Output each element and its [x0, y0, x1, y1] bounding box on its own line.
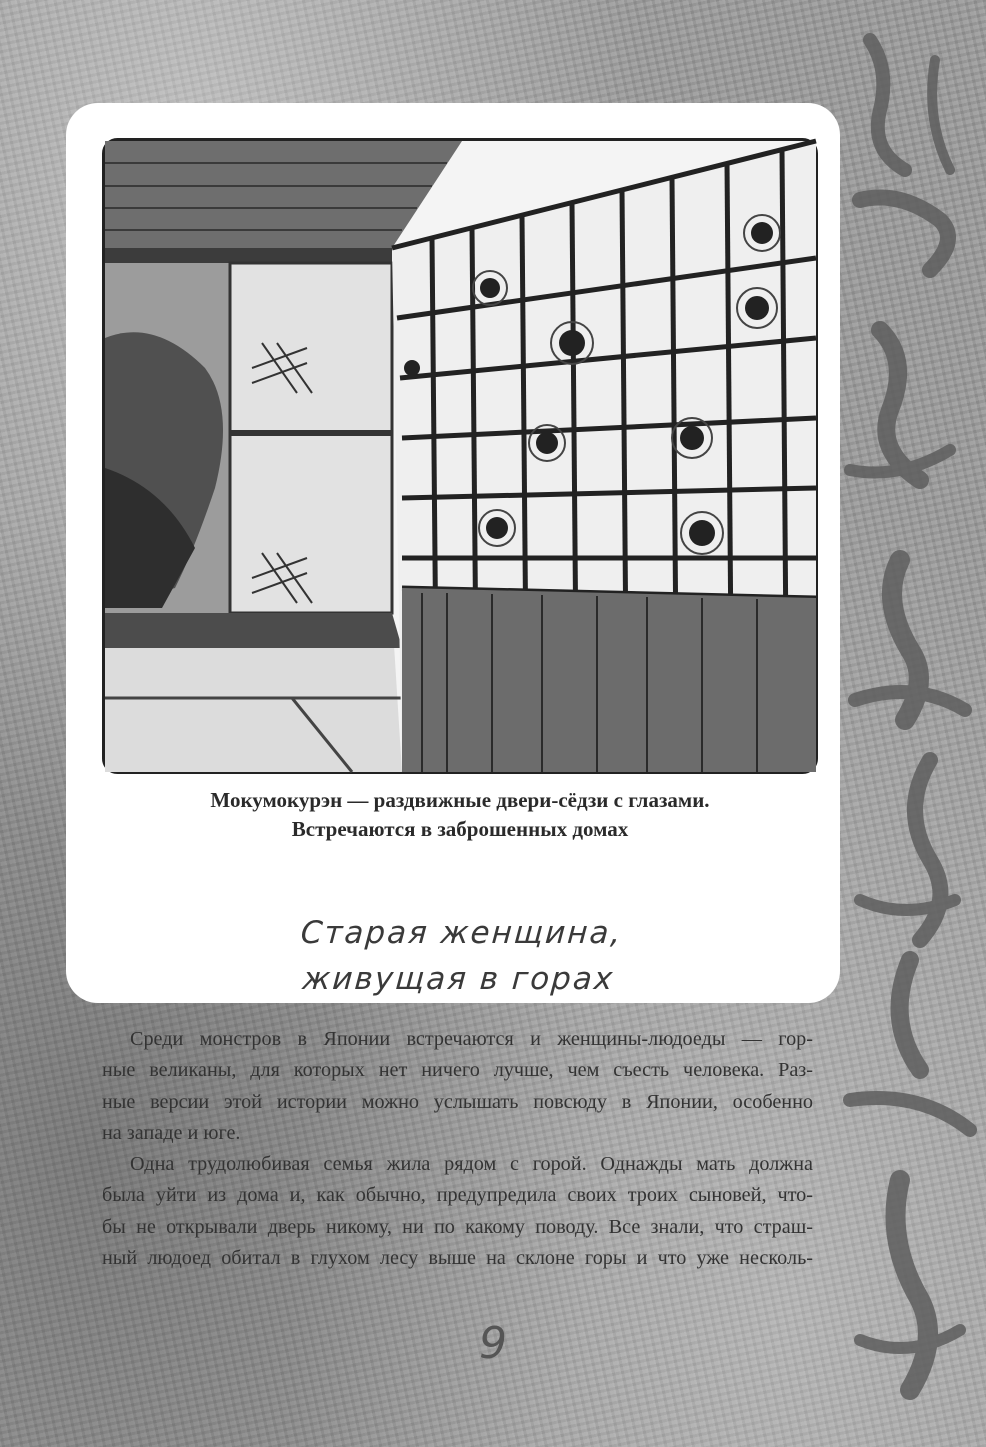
- text-line: бы не открывали дверь никому, ни по какому поводу. Все знали, что страш-: [102, 1215, 813, 1238]
- paragraph-1: [102, 1024, 813, 1149]
- shoji-illustration: [102, 138, 818, 774]
- caption-line-2: Встречаются в заброшенных домах: [291, 817, 629, 841]
- illustration-caption: [102, 786, 818, 844]
- body-text: [102, 1024, 813, 1274]
- text-line: ные версии этой истории можно услышать повсюду в Японии, особенно: [102, 1090, 813, 1113]
- text-line: Одна трудолюбивая семья жила рядом с горой. Однажды мать должна: [130, 1153, 813, 1176]
- text-line: ный людоед обитал в глухом лесу выше на склоне горы и что уже несколь-: [102, 1247, 813, 1270]
- caption-line-1: Мокумокурэн — раздвижные двери-сёдзи с глазами.: [210, 788, 710, 812]
- heading-line-2: живущая в горах: [301, 961, 616, 997]
- page-number: 9: [479, 1318, 507, 1369]
- text-line: ные великаны, для которых нет ничего лучше, чем съесть человека. Раз-: [102, 1059, 813, 1082]
- text-line: Среди монстров в Японии встречаются и женщины-людоеды — гор-: [130, 1028, 813, 1050]
- heading-line-1: Старая женщина,: [299, 915, 624, 951]
- text-line: была уйти из дома и, как обычно, предупредила своих троих сыновей, что-: [102, 1184, 813, 1207]
- chapter-heading: [99, 910, 821, 1002]
- paragraph-2: [102, 1149, 813, 1274]
- text-line: на западе и юге.: [102, 1121, 241, 1144]
